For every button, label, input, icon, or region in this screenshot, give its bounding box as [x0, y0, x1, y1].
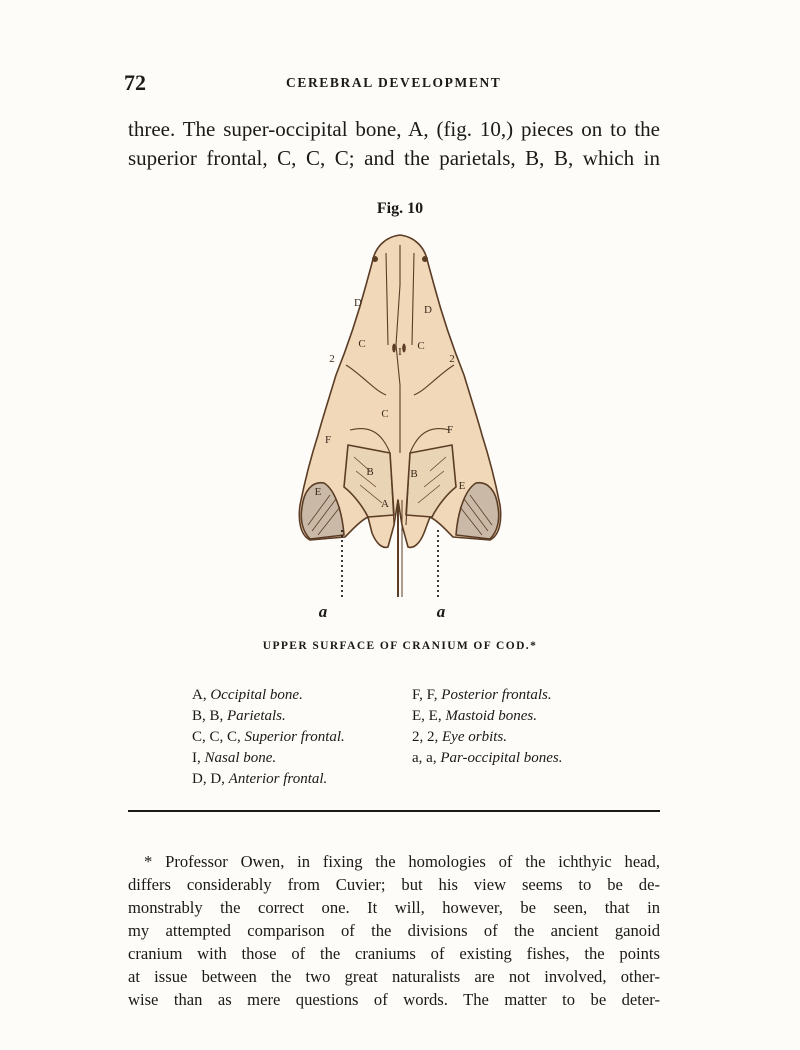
- legend-key: B, B,: [192, 708, 224, 724]
- label-d-left: D: [354, 297, 362, 309]
- label-d-right: D: [424, 304, 432, 316]
- label-b-left: B: [366, 466, 374, 478]
- legend-entry: [192, 769, 407, 790]
- legend-right-column: [412, 685, 612, 769]
- label-c-left: C: [358, 338, 366, 350]
- footnote-line: at issue between the two great naturalists are not involved, other-: [128, 967, 660, 986]
- label-f-left: F: [324, 434, 332, 446]
- footnote: [128, 850, 660, 1011]
- label-c-right: C: [417, 340, 425, 352]
- footnote-line: wise than as mere questions of words. The matter to be deter-: [128, 990, 660, 1009]
- label-e-right: E: [458, 480, 466, 492]
- legend-desc: Posterior frontals.: [441, 687, 552, 703]
- body-line: superior frontal, C, C, C; and the parietals, B, B, which in: [128, 146, 660, 170]
- figure-caption: UPPER SURFACE OF CRANIUM OF COD.*: [262, 640, 538, 652]
- label-e-left: E: [314, 486, 322, 498]
- legend-entry: [412, 706, 612, 727]
- legend-desc: Occipital bone.: [210, 687, 303, 703]
- label-a-lower-left: a: [318, 602, 328, 621]
- label-c-center: C: [381, 408, 389, 420]
- legend-key: F, F,: [412, 687, 438, 703]
- legend-entry: [192, 727, 407, 748]
- footnote-line: * Professor Owen, in fixing the homologies of the ichthyic head,: [144, 852, 660, 871]
- label-b-right: B: [410, 468, 418, 480]
- label-orbit-right: 2: [449, 353, 455, 365]
- legend-entry: [412, 685, 612, 706]
- label-f-right: F: [446, 424, 454, 436]
- footnote-line: differs considerably from Cuvier; but his view seems to be de-: [128, 875, 660, 894]
- legend-key: I,: [192, 750, 201, 766]
- cranium-figure: [290, 225, 510, 630]
- footnote-line: my attempted comparison of the divisions of the ancient ganoid: [128, 921, 660, 940]
- legend-entry: [412, 727, 612, 748]
- footnote-divider: [128, 810, 660, 812]
- legend-key: A,: [192, 687, 207, 703]
- legend-desc: Mastoid bones.: [445, 708, 537, 724]
- page-number: 72: [124, 70, 146, 95]
- cranium-illustration: [290, 225, 510, 630]
- label-orbit-left: 2: [329, 353, 335, 365]
- legend-key: E, E,: [412, 708, 442, 724]
- legend-key: 2, 2,: [412, 729, 439, 745]
- legend-key: C, C, C,: [192, 729, 241, 745]
- legend-left-column: [192, 685, 407, 790]
- page-header: [124, 70, 662, 98]
- legend-desc: Superior frontal.: [244, 729, 345, 745]
- body-line: three. The super-occipital bone, A, (fig. 10,) pieces on to the: [128, 117, 660, 141]
- legend-desc: Parietals.: [227, 708, 286, 724]
- legend-desc: Par-occipital bones.: [440, 750, 563, 766]
- body-paragraph: [128, 115, 660, 173]
- legend-entry: [412, 748, 612, 769]
- label-a-lower-right: a: [436, 602, 446, 621]
- footnote-line: monstrably the correct one. It will, however, be seen, that in: [128, 898, 660, 917]
- legend-desc: Nasal bone.: [204, 750, 277, 766]
- figure-title: Fig. 10: [376, 200, 424, 217]
- label-nasal-i: I: [398, 346, 402, 358]
- legend-entry: [192, 706, 407, 727]
- legend-entry: [192, 748, 407, 769]
- legend-desc: Eye orbits.: [442, 729, 507, 745]
- running-head: CEREBRAL DEVELOPMENT: [286, 75, 502, 90]
- legend-entry: [192, 685, 407, 706]
- legend-key: a, a,: [412, 750, 437, 766]
- legend-desc: Anterior frontal.: [228, 771, 328, 787]
- label-a-letter-A: A: [381, 498, 389, 510]
- footnote-line: cranium with those of the craniums of existing fishes, the points: [128, 944, 660, 963]
- legend-key: D, D,: [192, 771, 225, 787]
